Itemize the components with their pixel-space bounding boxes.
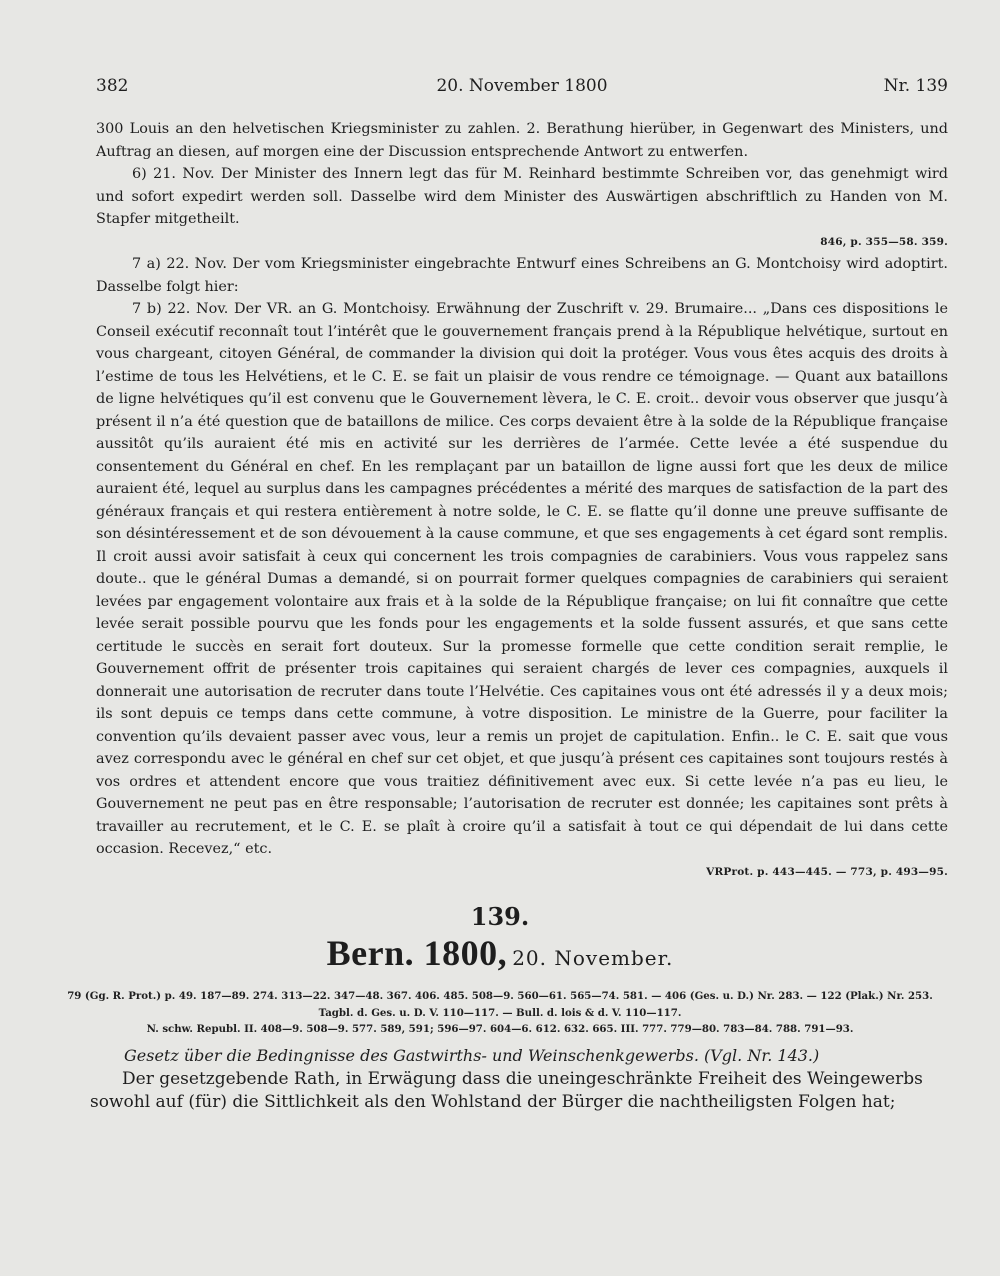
law-text [90, 1068, 950, 1114]
paragraph-4-reference: VRProt. p. 443—445. — 773, p. 493—95. [706, 865, 948, 878]
paragraph-3: 7 a) 22. Nov. Der vom Kriegsminister eingebrachte Entwurf eines Schreibens an G. Montchoisy wird adoptirt. Dasselbe folgt hier: [96, 256, 948, 295]
document-number-header: Nr. 139 [883, 76, 948, 96]
document-heading [0, 932, 1000, 974]
running-date: 20. November 1800 [436, 76, 608, 96]
document-number: 139. [470, 902, 530, 931]
law-opening: Der gesetzgebende Rath, in Erwägung dass die uneingeschränkte Freiheit des Weingewerbs sowohl auf (für) die Sittlichkeit als den Wohlstand der Bürger die nachtheiligsten Folgen hat; [90, 1069, 923, 1112]
protocol-text [96, 118, 948, 883]
document-place-year: Bern. 1800, [326, 933, 508, 973]
document-date: 20. November. [512, 946, 674, 970]
paragraph-4: 7 b) 22. Nov. Der VR. an G. Montchoisy. Erwähnung der Zuschrift v. 29. Brumaire... „Dans ces dispositions le Conseil exécutif reconnaît tout l’intérêt que le gouvernement français prend à la République helvétique, surtout en vous chargeant, citoyen Général, de commander la division qui doit la protéger. Vous vous êtes acquis des droits à l’estime de tous les Helvétiens, et le C. E. se fait un plaisir de vous rendre ce témoignage. — Quant aux bataillons de ligne helvétiques qu’il est convenu que le Gouvernement lèvera, le C. E. croit.. devoir vous observer que jusqu’à présent il n’a été question que de bataillons de milice. Ces corps devaient être à la solde de la République française aussitôt qu’ils auraient été mis en activité sur les derrières de l’armée. Cette levée a été suspendue du consentement du Général en chef. En les remplaçant par un bataillon de ligne aussi fort que les deux de milice auraient été, lequel au surplus dans les campagnes précédentes a mérité des marques de satisfaction de la part des généraux français et qui restera entièrement à notre solde, le C. E. se flatte qu’il donne une preuve suffisante de son désintéressement et de son dévouement à la cause commune, et que ses engagements à cet égard sont remplis. Il croit aussi avoir satisfait à ceux qui concernent les trois compagnies de carabiniers. Vous vous rappelez sans doute.. que le général Dumas a demandé, si on pourrait former quelques compagnies de carabiniers qui seraient levées par engagement volontaire aux frais et à la solde de la République française; on lui fit connaître que cette levée serait possible pourvu que les fonds pour les engagements et la solde fussent assurés, et que sans cette certitude le succès en serait fort douteux. Sur la promesse formelle que cette condition serait remplie, le Gouvernement offrit de présenter trois capitaines qui seraient chargés de lever ces compagnies, auxquels il donnerait une autorisation de recruter dans toute l’Helvétie. Ces capitaines vous ont été adressés il y a deux mois; ils sont depuis ce temps dans cette commune, à votre disposition. Le ministre de la Guerre, pour faciliter la convention qu’ils devaient passer avec vous, leur a remis un projet de capitulation. Enfin.. le C. E. sait que vous avez correspondu avec le général en chef sur cet objet, et que jusqu’à présent ces capitaines sont toujours restés à vos ordres et attendent encore que vous traitiez définitivement avec eux. Si cette levée n’a pas eu lieu, le Gouvernement ne peut pas en être responsable; l’autorisation de recruter est donnée; les capitaines sont prêts à travailler au recrutement, et le C. E. se plaît à croire qu’il a satisfait à tout ce qui dépendait de lui dans cette occasion. Recevez,“ etc. [96, 301, 948, 857]
paragraph-4-reference-line [96, 861, 948, 884]
running-head [96, 76, 948, 100]
paragraph-2: 6) 21. Nov. Der Minister des Innern legt das für M. Reinhard bestimmte Schreiben vor, das genehmigt wird und sofort expedirt werden soll. Dasselbe wird dem Minister des Auswärtigen abschriftlich zu Handen von M. Stapfer mitgetheilt. [96, 166, 948, 227]
paragraph-1: 300 Louis an den helvetischen Kriegsminister zu zahlen. 2. Berathung hierüber, in Gegenwart des Ministers, und Auftrag an diesen, auf morgen eine der Discussion entsprechende Antwort zu entwerfen. [96, 121, 948, 160]
page-number: 382 [96, 76, 129, 96]
source-references [0, 988, 1000, 1038]
source-line: N. schw. Republ. II. 408—9. 508—9. 577. 589, 591; 596—97. 604—6. 612. 632. 665. III. 777. 779—80. 783—84. 788. 791—93. [146, 1023, 854, 1035]
source-line: Tagbl. d. Ges. u. D. V. 110—117. — Bull. d. lois & d. V. 110—117. [318, 1006, 682, 1019]
source-line: 79 (Gg. R. Prot.) p. 49. 187—89. 274. 313—22. 347—48. 367. 406. 485. 508—9. 560—61. 565—74. 581. — 406 (Ges. u. D.) Nr. 283. — 122 (Plak.) Nr. 253. [67, 990, 933, 1002]
paragraph-2-reference: 846, p. 355—58. 359. [820, 235, 948, 248]
law-title: Gesetz über die Bedingnisse des Gastwirths- und Weinschenkgewerbs. (Vgl. Nr. 143.) [124, 1046, 820, 1065]
paragraph-2-reference-line [96, 231, 948, 254]
